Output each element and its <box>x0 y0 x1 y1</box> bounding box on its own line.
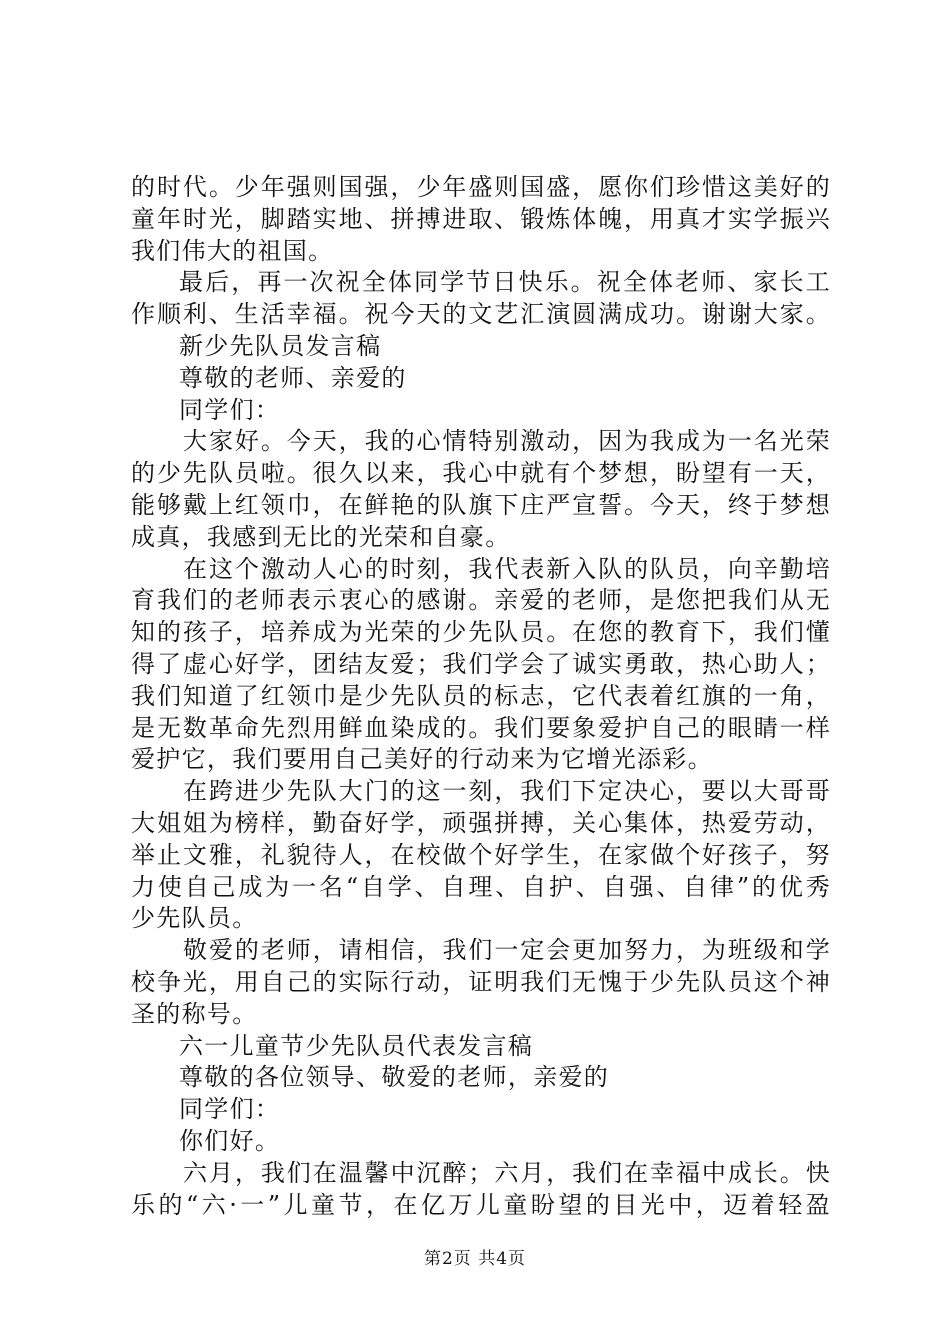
text-line: 童年时光，脚踏实地、拼搏进取、锻炼体魄，用真才实学振兴 <box>131 204 831 233</box>
text-line: 力使自己成为一名“自学、自理、自护、自强、自律”的优秀 <box>131 872 831 901</box>
text-line: 少先队员。 <box>131 904 258 933</box>
text-line: 知的孩子，培养成为光荣的少先队员。在您的教育下，我们懂 <box>131 618 831 647</box>
salutation: 同学们： <box>179 1095 281 1124</box>
salutation: 尊敬的各位领导、敬爱的老师，亲爱的 <box>179 1063 610 1092</box>
text-line: 举止文雅，礼貌待人，在校做个好学生，在家做个好孩子，努 <box>131 840 831 869</box>
text-line: 在这个激动人心的时刻，我代表新入队的队员，向辛勤培 <box>183 554 831 583</box>
section-heading: 六一儿童节少先队员代表发言稿 <box>179 1031 534 1060</box>
page-footer <box>0 1244 950 1269</box>
text-line: 在跨进少先队大门的这一刻，我们下定决心，要以大哥哥 <box>183 777 831 806</box>
body-text <box>131 172 831 1221</box>
salutation: 同学们： <box>179 395 281 424</box>
text-line: 的少先队员啦。很久以来，我心中就有个梦想，盼望有一天， <box>131 459 831 488</box>
text-line: 我们知道了红领巾是少先队员的标志，它代表着红旗的一角， <box>131 681 831 710</box>
text-line: 大家好。今天，我的心情特别激动，因为我成为一名光荣 <box>183 427 831 456</box>
text-line: 敬爱的老师，请相信，我们一定会更加努力，为班级和学 <box>183 936 831 965</box>
section-heading: 新少先队员发言稿 <box>179 331 382 360</box>
text-line: 成真，我感到无比的光荣和自豪。 <box>131 522 511 551</box>
text-line: 六月，我们在温馨中沉醉；六月，我们在幸福中成长。快 <box>183 1158 831 1187</box>
salutation: 尊敬的老师、亲爱的 <box>179 363 407 392</box>
text-line: 乐的“六·一”儿童节，在亿万儿童盼望的目光中，迈着轻盈 <box>131 1190 831 1219</box>
text-line: 最后，再一次祝全体同学节日快乐。祝全体老师、家长工 <box>179 268 831 297</box>
text-line: 育我们的老师表示衷心的感谢。亲爱的老师，是您把我们从无 <box>131 586 831 615</box>
text-line: 校争光，用自己的实际行动，证明我们无愧于少先队员这个神 <box>131 967 831 996</box>
text-line: 爱护它，我们要用自己美好的行动来为它增光添彩。 <box>131 745 713 774</box>
text-line: 作顺利、生活幸福。祝今天的文艺汇演圆满成功。谢谢大家。 <box>131 300 831 329</box>
text-line: 大姐姐为榜样，勤奋好学，顽强拼搏，关心集体，热爱劳动， <box>131 808 831 837</box>
text-line: 圣的称号。 <box>131 999 258 1028</box>
greeting: 你们好。 <box>179 1126 281 1155</box>
text-line: 我们伟大的祖国。 <box>131 236 334 265</box>
text-line: 的时代。少年强则国强，少年盛则国盛，愿你们珍惜这美好的 <box>131 173 831 201</box>
page-number: 第2页 共4页 <box>423 1249 527 1269</box>
text-line: 得了虚心好学，团结友爱；我们学会了诚实勇敢，热心助人； <box>131 649 831 678</box>
text-line: 是无数革命先烈用鲜血染成的。我们要象爱护自己的眼睛一样 <box>131 713 831 742</box>
text-line: 能够戴上红领巾，在鲜艳的队旗下庄严宣誓。今天，终于梦想 <box>131 490 831 519</box>
